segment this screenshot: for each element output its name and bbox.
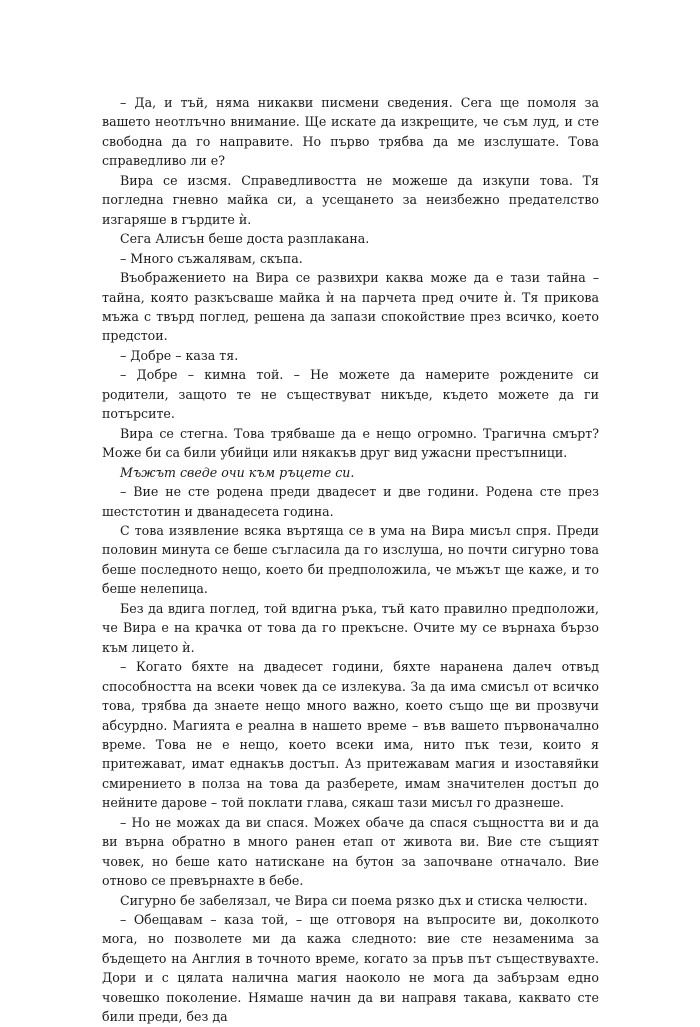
- paragraph: – Обещавам – каза той, – ще отговоря на въпросите ви, доколкото мога, но позволете ми да кажа следното: вие сте незаменима за бъдещето на Англия в точното време, когато за пръв път съществувахте. Дори и с цялата налична магия наоколо не мога да забързам едно човешко поколение. Нямаше начин да ви направя такава, каквато сте били преди, без да: [102, 912, 599, 1025]
- paragraph-italic: Мъжът сведе очи към ръцете си.: [120, 464, 355, 480]
- paragraph: – Добре – каза тя.: [120, 347, 239, 363]
- paragraph: С това изявление всяка въртяща се в ума на Вира мисъл спря. Преди половин минута се беше съгласила да го изслуша, но почти сигурно това беше последното нещо, което би предположила, че мъжът ще каже, и то беше нелепица.: [102, 522, 599, 597]
- paragraph: – Вие не сте родена преди двадесет и две години. Родена сте през шестстотин и дванадесета година.: [102, 484, 599, 519]
- paragraph: Сигурно бе забелязал, че Вира си поема рязко дъх и стиска челюсти.: [120, 892, 588, 908]
- body-text: [102, 93, 599, 1027]
- paragraph: – Когато бяхте на двадесет години, бяхте наранена далеч отвъд способността на всеки човек да се излекува. За да има смисъл от всичко това, трябва да знаете нещо много важно, което също ще ви прозвучи абсурдно. Магията е реална в нашето време – във вашето първоначално време. Това не е нещо, което всеки има, нито пък тези, които я притежават, имат еднакъв достъп. Аз притежавам магия и изоставяйки смирението в полза на това да разберете, имам значителен достъп до нейните дарове – той поклати глава, сякаш тази мисъл го дразнеше.: [102, 659, 599, 811]
- paragraph: Вира се изсмя. Справедливостта не можеше да изкупи това. Тя погледна гневно майка си, а усещането за неизбежно предателство изгаряше в гърдите ѝ.: [102, 172, 599, 227]
- paragraph: – Да, и тъй, няма никакви писмени сведения. Сега ще помоля за вашето неотлъчно внимание. Ще искате да изкрещите, че съм луд, и сте свободна да го направите. Но първо трябва да ме изслушате. Това справедливо ли е?: [102, 95, 599, 169]
- paragraph: – Много съжалявам, скъпа.: [120, 250, 303, 266]
- paragraph: – Но не можах да ви спася. Можех обаче да спася същността ви и да ви върна обратно в много ранен етап от живота ви. Вие сте същият човек, но беше като натискане на бутон за започване отначало. Вие отново се превърнахте в бебе.: [102, 814, 599, 889]
- paragraph: Въображението на Вира се развихри каква може да е тази тайна – тайна, която разкъсваше майка ѝ на парчета пред очите ѝ. Тя прикова мъжа с твърд поглед, решена да запази спокойствие през всичко, което предстои.: [102, 270, 599, 344]
- paragraph: – Добре – кимна той. – Не можете да намерите рождените си родители, защото те не съществуват никъде, където можете да ги потърсите.: [102, 367, 599, 422]
- paragraph: Сега Алисън беше доста разплакана.: [120, 231, 370, 247]
- paragraph: Без да вдига поглед, той вдигна ръка, тъй като правилно предположи, че Вира е на крачка от това да го прекъсне. Очите му се върнаха бързо към лицето ѝ.: [102, 600, 599, 655]
- paragraph: Вира се стегна. Това трябваше да е нещо огромно. Трагична смърт? Може би са били убийци или някакъв друг вид ужасни престъпници.: [102, 425, 599, 461]
